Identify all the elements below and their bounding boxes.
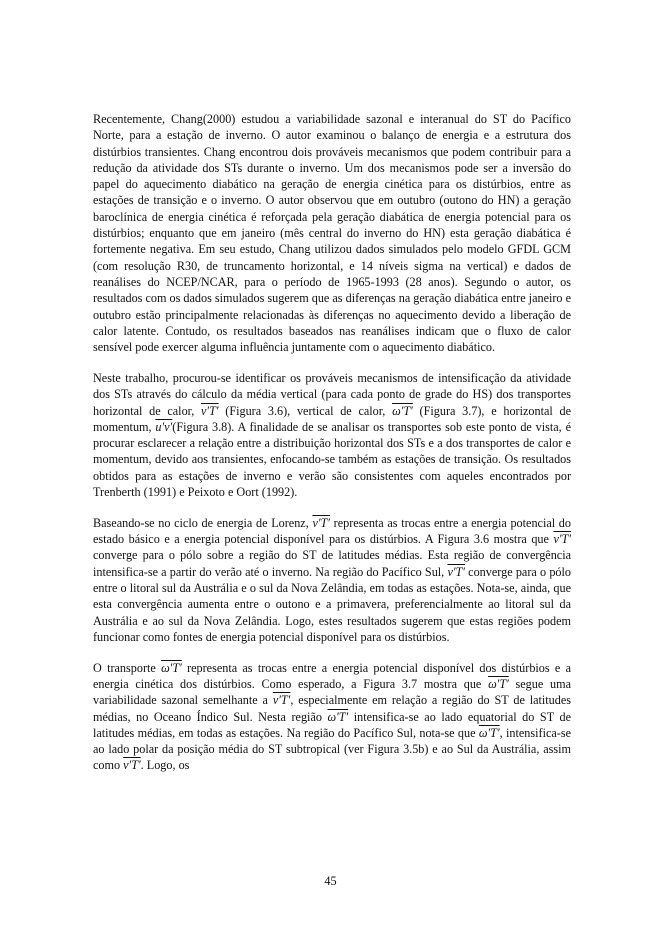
body-text bbox=[93, 111, 571, 788]
math-symbol: ω′T′ bbox=[392, 403, 413, 418]
text-run: . Logo, os bbox=[140, 758, 190, 773]
math-symbol: v′T′ bbox=[201, 403, 219, 418]
text-run: intensifica-se ao lado equatorial do ST de latitudes médias, em todas as estações. Na região do Pacífico Sul, nota-se que bbox=[93, 709, 571, 740]
text-run: O transporte bbox=[93, 660, 162, 675]
math-symbol: ω′T′ bbox=[161, 660, 182, 675]
text-run: segue uma variabilidade sazonal semelhante a bbox=[93, 677, 571, 708]
text-run: representa as trocas entre a energia potencial disponível dos distúrbios e a energia cinética dos distúrbios. Como esperado, a Figura 3.7 mostra que bbox=[93, 660, 571, 691]
math-symbol: v′T′ bbox=[553, 532, 571, 547]
math-symbol: v′T′ bbox=[123, 758, 141, 773]
math-symbol: u′v′ bbox=[155, 419, 173, 434]
math-symbol: ω′T′ bbox=[327, 709, 349, 724]
text-run: converge para o pólo sobre a região do ST de latitudes médias. Esta região de convergência intensifica-se a partir do verão até o inverno. Na região do Pacífico Sul, bbox=[93, 548, 571, 579]
math-symbol: v′T′ bbox=[447, 564, 465, 579]
math-symbol: ω′T′ bbox=[488, 677, 509, 691]
text-run: (Figura 3.8). A finalidade de se analisar os transportes sob este ponto de vista, é procurar esclarecer a relação entre a distribuição horizontal dos STs e a dos transportes de calor e momentum, devido aos transientes, enfocando-se também as estações de transição. Os resultados obtidos para as estações de inverno e verão são consistentes com aqueles encontrados por Trenberth (1991) e Peixoto e Oort (1992). bbox=[93, 419, 571, 500]
math-symbol: v′T′ bbox=[272, 693, 291, 708]
text-run: Baseando-se no ciclo de energia de Lorenz, bbox=[93, 515, 313, 530]
text-run: (Figura 3.7), e horizontal de momentum, bbox=[93, 403, 571, 434]
text-run: representa as trocas entre a energia potencial do estado básico e a energia potencial disponível para os distúrbios. A Figura 3.6 mostra que bbox=[93, 515, 571, 547]
paragraph bbox=[93, 660, 571, 774]
text-run: Recentemente, Chang(2000) estudou a variabilidade sazonal e interanual do ST do Pacífico Norte, para a estação de inverno. O autor examinou o balanço de energia e a estrutura dos distúrbios transientes. Chang encontrou dois prováveis mecanismos que podem contribuir para a redução da atividade dos STs durante o inverno. Um dos mecanismos pode ser a inversão do papel do aquecimento diabático na geração de energia cinética para os distúrbios, entre as estações de transição e o inverno. O autor observou que em outubro (outono do HN) a geração baroclínica de energia cinética é reforçada pela geração diabática de energia potencial para os distúrbios; enquanto que em janeiro (mês central do inverno do HN) esta geração diabática é fortemente negativa. Em seu estudo, Chang utilizou dados simulados pelo modelo GFDL GCM (com resolução R30, de truncamento horizontal, e 14 níveis sigma na vertical) e dados de reanálises do NCEP/NCAR, para o período de 1965-1993 (28 anos). Segundo o autor, os resultados com os dados simulados sugerem que as diferenças na geração diabática entre janeiro e outubro estão principalmente relacionadas às diferenças no aquecimento devido a liberação de calor latente. Contudo, os resultados baseados nas reanálises indicam que o fluxo de calor sensível pode exercer alguma influência juntamente com o aquecimento diabático. bbox=[93, 112, 571, 355]
paragraph bbox=[93, 515, 571, 645]
math-symbol: ω′T′ bbox=[478, 725, 500, 740]
text-run: Neste trabalho, procurou-se identificar os prováveis mecanismos de intensificação da atividade dos STs através do cálculo da média vertical (para cada ponto de grade do HS) dos transportes horizontal de calor, bbox=[93, 370, 571, 418]
page-number: 45 bbox=[324, 874, 337, 888]
text-run: converge para o pólo entre o litoral sul da Austrália e o sul da Nova Zelândia, em todas as estações. Nota-se, ainda, que esta convergência aumenta entre o outono e a primavera, preferencialmente ao litoral sul da Austrália e ao sul da Nova Zelândia. Logo, estes resultados sugerem que estas regiões podem funcionar como fontes de energia potencial disponível para os distúrbios. bbox=[93, 564, 571, 644]
text-run: , intensifica-se ao lado polar da posição média do ST subtropical (ver Figura 3.5b) e ao Sul da Austrália, assim como bbox=[93, 725, 571, 773]
paragraph bbox=[93, 370, 571, 500]
text-run: (Figura 3.6), vertical de calor, bbox=[218, 403, 393, 418]
math-symbol: v′T′ bbox=[312, 515, 330, 530]
paragraph bbox=[93, 111, 571, 355]
text-run: , especialmente em relação a região do ST de latitudes médias, no Oceano Índico Sul. Nesta região bbox=[93, 693, 572, 724]
